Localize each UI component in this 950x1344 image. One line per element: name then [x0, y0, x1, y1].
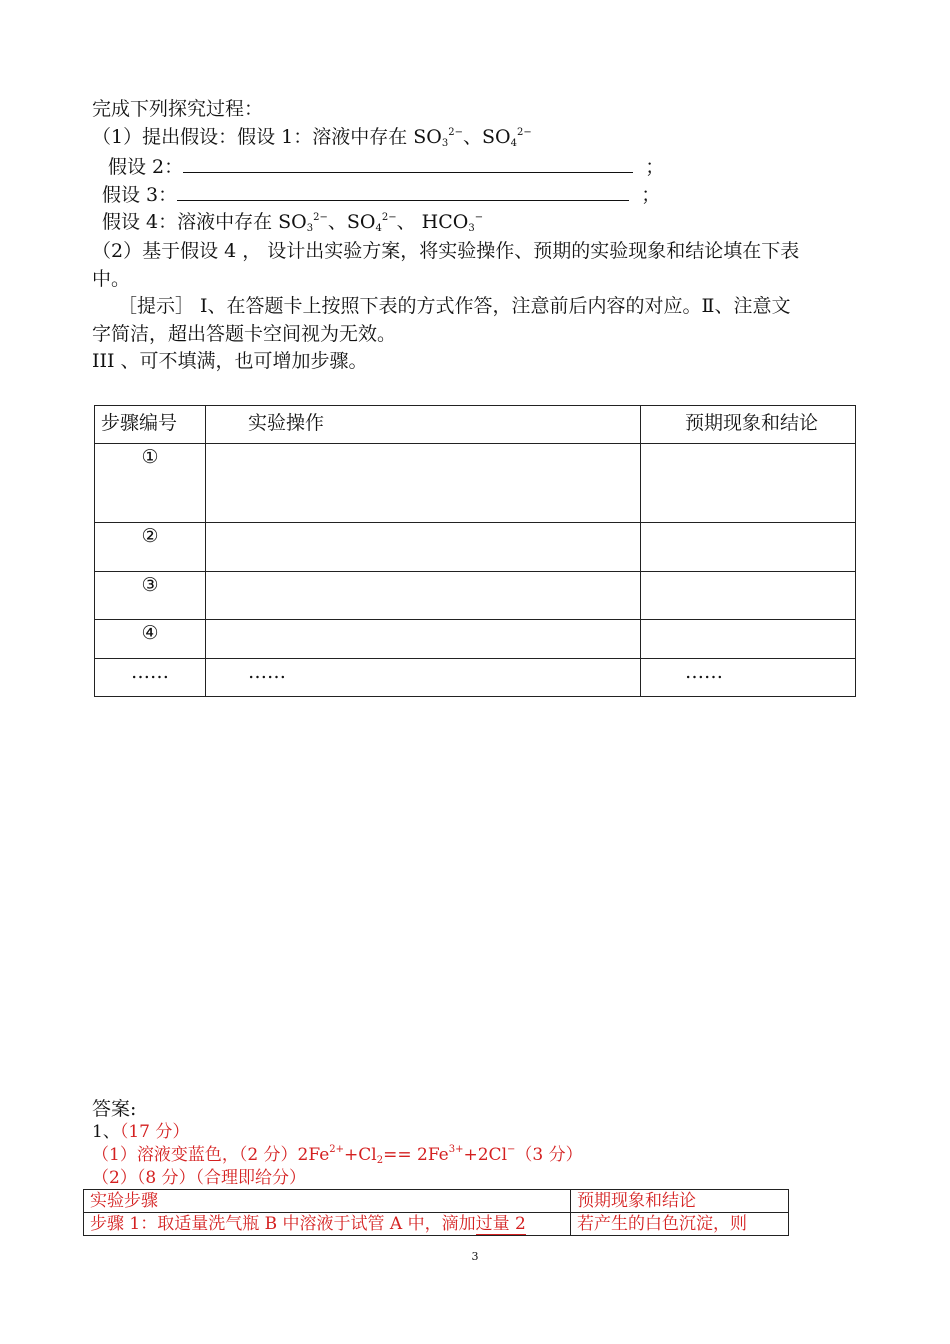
- separator: 、: [462, 126, 482, 148]
- hypothesis-3-blank[interactable]: [177, 182, 629, 201]
- separator: 、: [327, 211, 347, 233]
- so3-subscript: 3: [441, 138, 449, 149]
- answer-line1: [92, 1143, 583, 1167]
- hint-line3: III 、可不填满，也可增加步骤。: [92, 350, 368, 372]
- table-row: [95, 572, 856, 620]
- step-number: ①: [95, 444, 206, 523]
- hco3-subscript: 3: [468, 223, 475, 234]
- so4-charge: 2−: [381, 212, 397, 223]
- answer-step-1: [84, 1213, 571, 1236]
- answer-line2: （2）（8 分）（合理即给分）: [92, 1168, 307, 1188]
- expectation-cell[interactable]: [641, 572, 856, 620]
- answer-table: [83, 1189, 789, 1236]
- operation-cell[interactable]: ……: [206, 659, 641, 697]
- hint-line1: ［提示］ I、在答题卡上按照下表的方式作答，注意前后内容的对应。Ⅱ、注意文: [118, 295, 791, 317]
- so4-subscript: 4: [510, 138, 517, 149]
- expectation-cell[interactable]: [641, 444, 856, 523]
- expectation-cell[interactable]: [641, 620, 856, 659]
- hco3-charge: −: [474, 212, 484, 223]
- expectation-cell[interactable]: ……: [641, 659, 856, 697]
- part2-line1: （2）基于假设 4 ， 设计出实验方案，将实验操作、预期的实验现象和结论填在下表: [92, 240, 800, 262]
- answer-line1-b: +Cl: [344, 1145, 377, 1165]
- answer-line1-d: +2Cl: [463, 1145, 508, 1165]
- answer-step-1-text: 步骤 1：取适量洗气瓶 B 中溶液于试管 A 中，滴加: [90, 1214, 476, 1234]
- hypothesis-2-label: 假设 2：: [108, 156, 184, 178]
- answer-header-step: 实验步骤: [84, 1190, 571, 1213]
- part2-line2: 中。: [92, 268, 131, 290]
- answer-item-number: 1、: [92, 1122, 120, 1142]
- step-number: ③: [95, 572, 206, 620]
- so3-charge: 2−: [448, 127, 463, 138]
- table-header-row: [95, 406, 856, 444]
- answer-line1-e: （3 分）: [515, 1145, 583, 1165]
- answer-header-expectation: 预期现象和结论: [571, 1190, 789, 1213]
- hypothesis-1-text: （1）提出假设：假设 1：溶液中存在 SO: [92, 126, 442, 148]
- answer-title: 答案:: [92, 1098, 137, 1120]
- answer-step-1-expectation: 若产生的白色沉淀，则: [571, 1213, 789, 1236]
- hypothesis-3-end: ；: [641, 184, 661, 206]
- page-number: 3: [471, 1250, 479, 1263]
- cl2-subscript: 2: [376, 1155, 384, 1166]
- so4-charge: 2−: [516, 127, 532, 138]
- hypothesis-4-text: 假设 4：溶液中存在 SO: [102, 211, 307, 233]
- table-row: [95, 523, 856, 572]
- step-number: ②: [95, 523, 206, 572]
- table-row: [95, 659, 856, 697]
- operation-cell[interactable]: [206, 572, 641, 620]
- hint-line2: 字简洁，超出答题卡空间视为无效。: [92, 323, 397, 345]
- answer-step-1-emphasis: 过量 2: [475, 1214, 526, 1234]
- header-expectation: 预期现象和结论: [641, 406, 856, 444]
- operation-cell[interactable]: [206, 523, 641, 572]
- hypothesis-3: [102, 182, 660, 207]
- answer-line1-a: （1）溶液变蓝色，（2 分）2Fe: [92, 1145, 330, 1165]
- fe2-charge: 2+: [329, 1144, 345, 1155]
- hypothesis-2-end: ；: [645, 156, 665, 178]
- expectation-cell[interactable]: [641, 523, 856, 572]
- hypothesis-4: 假设 4：溶液中存在 $SO_3^{2-}$、$SO_4^{2-}$、 $HCO_3^-$: [102, 211, 484, 234]
- answer-table-row: [84, 1213, 789, 1236]
- hypothesis-2-blank[interactable]: [183, 154, 633, 173]
- hco3-prefix: 、 HCO: [396, 211, 469, 233]
- hypothesis-2: [108, 154, 664, 179]
- operation-cell[interactable]: [206, 620, 641, 659]
- fe3-charge: 3+: [448, 1144, 464, 1155]
- answer-table-header: [84, 1190, 789, 1213]
- answer-points: （17 分）: [119, 1122, 190, 1142]
- intro-text: 完成下列探究过程：: [92, 98, 264, 120]
- header-step-number: 步骤编号: [95, 406, 206, 444]
- step-number: ……: [95, 659, 206, 697]
- so4-subscript: 4: [375, 223, 382, 234]
- experiment-table: [94, 405, 856, 697]
- table-row: [95, 620, 856, 659]
- operation-cell[interactable]: [206, 444, 641, 523]
- so3-subscript: 3: [306, 223, 314, 234]
- table-row: [95, 444, 856, 523]
- hypothesis-1: （1）提出假设：假设 1：溶液中存在 $SO_3^{2-}$、$SO_4^{2-}$: [92, 126, 532, 149]
- cl-charge: −: [507, 1144, 516, 1155]
- answer-line1-c: == 2Fe: [383, 1145, 449, 1165]
- step-number: ④: [95, 620, 206, 659]
- answer-item-heading: [92, 1120, 189, 1144]
- header-operation: 实验操作: [206, 406, 641, 444]
- so3-charge: 2−: [313, 212, 328, 223]
- hypothesis-3-label: 假设 3：: [102, 184, 178, 206]
